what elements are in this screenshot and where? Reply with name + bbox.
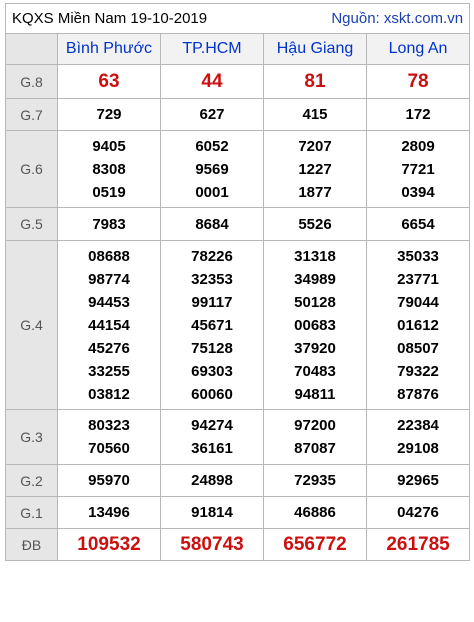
prize-label: G.4	[6, 241, 58, 410]
prize-number: 7207	[298, 137, 332, 155]
prize-cell	[367, 99, 470, 131]
prize-number: 75128	[191, 339, 233, 357]
prize-cell	[264, 529, 367, 561]
prize-cell	[264, 241, 367, 410]
prize-number: 97200	[294, 417, 336, 434]
province-header-row	[6, 34, 470, 65]
prize-number: 87876	[397, 385, 439, 403]
prize-number: 1877	[298, 183, 332, 201]
prize-number: 69303	[191, 362, 233, 380]
prize-label: G.1	[6, 497, 58, 529]
prize-number: 34989	[294, 270, 336, 288]
prize-label: G.5	[6, 208, 58, 241]
prize-number: 13496	[88, 504, 130, 521]
prize-row-g2	[6, 465, 470, 497]
prize-row-g3	[6, 410, 470, 465]
prize-cell	[161, 465, 264, 497]
results-table	[5, 3, 470, 561]
prize-label: G.8	[6, 65, 58, 99]
prize-number: 95970	[88, 472, 130, 489]
prize-row-g7	[6, 99, 470, 131]
prize-cell	[58, 465, 161, 497]
prize-number: 37920	[294, 339, 336, 357]
prize-number: 08507	[397, 339, 439, 357]
prize-cell	[367, 131, 470, 208]
province-binh-phuoc[interactable]: Bình Phước	[58, 34, 161, 65]
prize-cell	[161, 529, 264, 561]
prize-cell	[264, 99, 367, 131]
prize-number: 109532	[77, 533, 141, 555]
prize-number: 79322	[397, 362, 439, 380]
prize-number: 70560	[88, 440, 130, 457]
prize-number: 415	[302, 106, 328, 123]
prize-cell	[264, 497, 367, 529]
prize-cell	[161, 131, 264, 208]
prize-cell	[161, 99, 264, 131]
prize-number: 46886	[294, 504, 336, 521]
prize-cell	[367, 65, 470, 99]
prize-number: 00683	[294, 316, 336, 334]
prize-number: 33255	[88, 362, 130, 380]
prize-label: G.2	[6, 465, 58, 497]
prize-number: 01612	[397, 316, 439, 334]
prize-cell	[161, 208, 264, 241]
prize-number: 8684	[195, 215, 229, 233]
prize-number: 44	[201, 70, 223, 92]
prize-number: 7721	[401, 160, 435, 178]
prize-cell	[58, 410, 161, 465]
prize-number: 70483	[294, 362, 336, 380]
prize-number: 24898	[191, 472, 233, 489]
prize-number: 9405	[92, 137, 126, 155]
prize-number: 94453	[88, 293, 130, 311]
prize-number: 04276	[397, 504, 439, 521]
prize-number: 45276	[88, 339, 130, 357]
prize-cell	[264, 208, 367, 241]
prize-label: ĐB	[6, 529, 58, 561]
prize-label: G.6	[6, 131, 58, 208]
prize-cell	[367, 497, 470, 529]
prize-number: 79044	[397, 293, 439, 311]
prize-number: 50128	[294, 293, 336, 311]
prize-cell	[161, 65, 264, 99]
prize-number: 22384	[397, 417, 439, 434]
prize-number: 99117	[191, 293, 233, 311]
prize-cell	[264, 131, 367, 208]
prize-cell	[367, 208, 470, 241]
results-container	[5, 3, 469, 561]
corner-cell	[6, 34, 58, 65]
prize-label: G.3	[6, 410, 58, 465]
prize-number: 31318	[294, 247, 336, 265]
prize-number: 5526	[298, 215, 332, 233]
prize-row-g8	[6, 65, 470, 99]
prize-row-g6	[6, 131, 470, 208]
prize-number: 60060	[191, 385, 233, 403]
prize-number: 0001	[195, 183, 229, 201]
source-link[interactable]: Nguồn: xskt.com.vn	[331, 10, 464, 27]
prize-row-db	[6, 529, 470, 561]
prize-cell	[264, 465, 367, 497]
prize-number: 2809	[401, 137, 435, 155]
prize-number: 0394	[401, 183, 435, 201]
prize-cell	[264, 410, 367, 465]
prize-number: 580743	[180, 533, 244, 555]
prize-number: 7983	[92, 215, 126, 233]
prize-number: 98774	[88, 270, 130, 288]
prize-number: 9569	[195, 160, 229, 178]
province-tp-hcm[interactable]: TP.HCM	[161, 34, 264, 65]
page-title: KQXS Miền Nam 19-10-2019	[12, 10, 208, 27]
prize-number: 78226	[191, 247, 233, 265]
prize-cell	[161, 497, 264, 529]
prize-number: 81	[304, 70, 326, 92]
prize-number: 29108	[397, 440, 439, 457]
prize-number: 0519	[92, 183, 126, 201]
title-cell	[6, 4, 470, 34]
prize-number: 63	[98, 70, 120, 92]
prize-number: 08688	[88, 247, 130, 265]
prize-number: 03812	[88, 385, 130, 403]
prize-cell	[58, 529, 161, 561]
prize-row-g4	[6, 241, 470, 410]
prize-cell	[367, 529, 470, 561]
prize-cell	[58, 131, 161, 208]
prize-number: 35033	[397, 247, 439, 265]
prize-cell	[58, 497, 161, 529]
prize-number: 36161	[191, 440, 233, 457]
prize-number: 8308	[92, 160, 126, 178]
prize-number: 23771	[397, 270, 439, 288]
prize-cell	[161, 241, 264, 410]
prize-number: 6052	[195, 137, 229, 155]
prize-number: 94274	[191, 417, 233, 434]
prize-row-g1	[6, 497, 470, 529]
prize-number: 87087	[294, 440, 336, 457]
prize-number: 94811	[294, 385, 336, 403]
prize-number: 91814	[191, 504, 233, 521]
prize-cell	[58, 241, 161, 410]
prize-number: 261785	[386, 533, 450, 555]
prize-number: 78	[407, 70, 429, 92]
prize-number: 656772	[283, 533, 347, 555]
prize-number: 72935	[294, 472, 336, 489]
prize-number: 627	[199, 106, 225, 123]
prize-cell	[264, 65, 367, 99]
prize-number: 6654	[401, 215, 435, 233]
province-hau-giang[interactable]: Hậu Giang	[264, 34, 367, 65]
prize-number: 92965	[397, 472, 439, 489]
prize-cell	[367, 410, 470, 465]
prize-number: 172	[405, 106, 431, 123]
prize-cell	[58, 99, 161, 131]
prize-cell	[367, 465, 470, 497]
prize-cell	[58, 65, 161, 99]
prize-cell	[367, 241, 470, 410]
prize-number: 80323	[88, 417, 130, 434]
prize-number: 1227	[298, 160, 332, 178]
prize-number: 45671	[191, 316, 233, 334]
prize-row-g5	[6, 208, 470, 241]
prize-number: 729	[96, 106, 122, 123]
prize-cell	[58, 208, 161, 241]
prize-number: 32353	[191, 270, 233, 288]
prize-number: 44154	[88, 316, 130, 334]
province-long-an[interactable]: Long An	[367, 34, 470, 65]
prize-label: G.7	[6, 99, 58, 131]
prize-cell	[161, 410, 264, 465]
title-row	[6, 4, 470, 34]
